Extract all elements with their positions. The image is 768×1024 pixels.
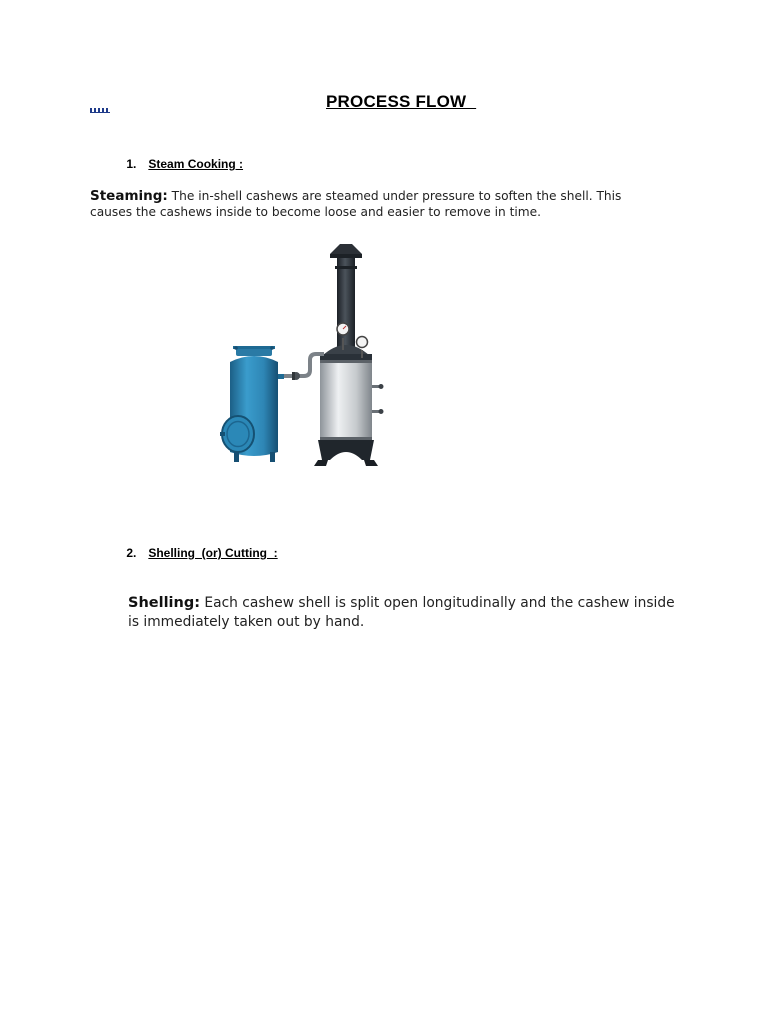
page-title: PROCESS FLOW xyxy=(326,92,477,111)
section-2-paragraph xyxy=(128,594,688,632)
section-2-heading-text: Shelling (or) Cutting : xyxy=(148,546,278,560)
section-1-paragraph xyxy=(90,188,650,220)
corner-mark xyxy=(90,108,110,113)
section-1-text: The in-shell cashews are steamed under pressure to soften the shell. This causes the cashews inside to become loose and easier to remove in time. xyxy=(90,189,622,219)
section-2-number: 2. xyxy=(126,546,137,560)
section-2-term: Shelling: xyxy=(128,595,201,611)
steam-cooker-image xyxy=(200,238,390,474)
section-1-heading-text: Steam Cooking : xyxy=(148,157,244,171)
section-2-heading xyxy=(113,532,278,574)
section-1-term: Steaming: xyxy=(90,188,168,204)
blue-tank xyxy=(220,346,284,462)
section-2-text: Each cashew shell is split open longitudinally and the cashew inside is immediately taken out by hand. xyxy=(128,595,675,630)
boiler-stand xyxy=(314,440,378,466)
section-1-number: 1. xyxy=(126,157,137,171)
section-1-heading xyxy=(113,143,243,185)
boiler-body xyxy=(320,360,384,440)
